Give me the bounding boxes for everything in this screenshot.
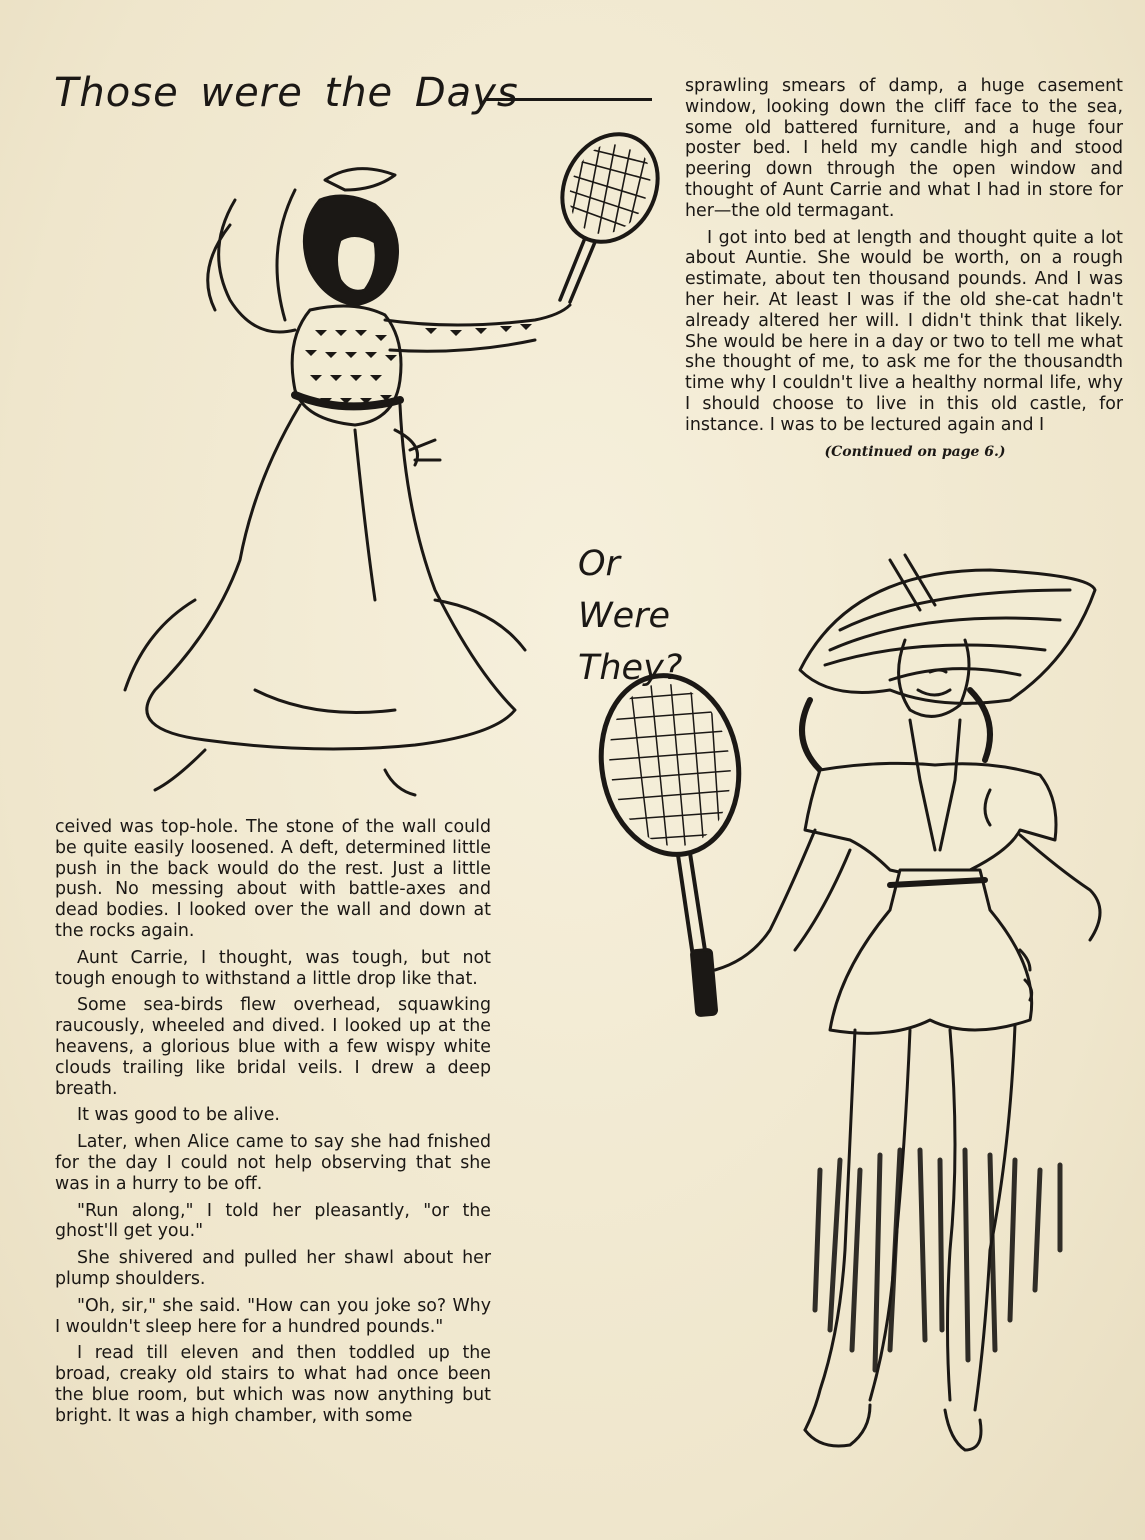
paragraph: I got into bed at length and thought quite a lot about Auntie. She would be worth, on a rough estimate, about ten thousand pounds. And I was her heir. At least I was if the old she-cat hadn't already altered her will. I didn't think that likely. She would be here in a day or two to tell me what she thought of me, to ask me for the thousandth time why I couldn't live a healthy normal life, why I should choose to live in this old castle, for instance. I was to be lectured again and I — [685, 227, 1123, 435]
racket-icon — [590, 665, 753, 1016]
right-text-column — [685, 76, 1123, 468]
paragraph: Later, when Alice came to say she had fnished for the day I could not help observing that she was in a hurry to be off. — [55, 1132, 491, 1194]
secondary-title-line: Were — [578, 596, 671, 636]
paragraph: "Run along," I told her pleasantly, "or the ghost'll get you." — [55, 1200, 491, 1242]
secondary-title-line: Or — [578, 544, 620, 584]
paragraph: ceived was top-hole. The stone of the wall could be quite easily loosened. A deft, determined little push in the back would do the rest. Just a little push. No messing about with battle-axes and dead bodies. I looked over the wall and down at the rocks again. — [55, 817, 491, 941]
continued-note: (Continued on page 6.) — [824, 443, 1006, 460]
paragraph: Aunt Carrie, I thought, was tough, but not tough enough to withstand a little drop like that. — [55, 947, 491, 989]
title-rule — [484, 98, 652, 101]
paragraph: Some sea-birds flew overhead, squawking raucously, wheeled and dived. I looked up at the heavens, a glorious blue with a few wispy white clouds trailing like bridal veils. I drew a deep breath. — [55, 995, 491, 1099]
left-text-column — [55, 817, 491, 1433]
paragraph: sprawling smears of damp, a huge casement window, looking down the cliff face to the sea, some old battered furniture, and a huge four poster bed. I held my candle high and stood peering down through the open window and thought of Aunt Carrie and what I had in store for her—the old termagant. — [685, 76, 1123, 221]
paragraph: "Oh, sir," she said. "How can you joke so? Why I wouldn't sleep here for a hundred pounds." — [55, 1295, 491, 1337]
racket-icon — [544, 130, 675, 302]
paragraph: She shivered and pulled her shawl about her plump shoulders. — [55, 1248, 491, 1289]
edwardian-tennis-player-illustration — [55, 130, 675, 810]
modern-tennis-player-illustration — [590, 550, 1120, 1530]
paragraph: I read till eleven and then toddled up the broad, creaky old stairs to what had once been the blue room, but which was now anything but bright. It was a high chamber, with some — [55, 1343, 491, 1426]
paragraph: It was good to be alive. — [77, 1105, 280, 1126]
story-title: Those were the Days — [54, 70, 519, 116]
secondary-title-line: They? — [578, 648, 683, 688]
